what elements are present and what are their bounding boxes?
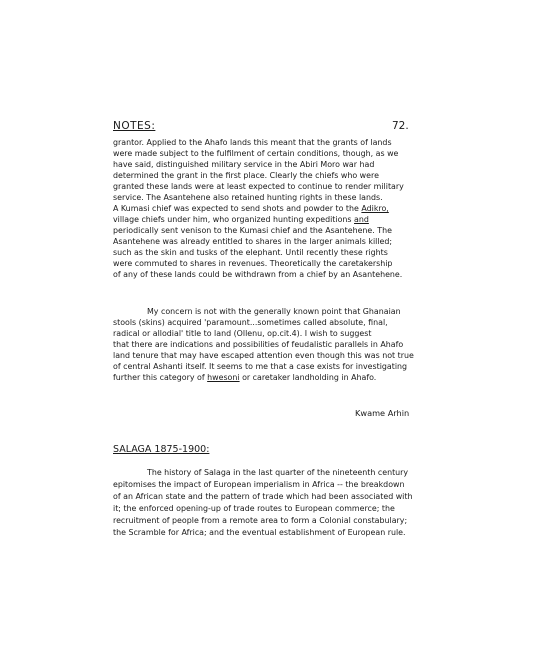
text-segment: village chiefs under him, who organized hunting expeditions [113, 215, 355, 224]
text-line: it; the enforced opening-up of trade routes to European commerce; the [113, 504, 395, 513]
text-line: of an African state and the pattern of trade which had been associated with [113, 492, 413, 501]
text-line: were commuted to shares in revenues. Theoretically the caretakership [113, 259, 393, 268]
text-line: My concern is not with the generally known point that Ghanaian [147, 307, 401, 316]
text-line: radical or allodial' title to land (Ollenu, op.cit.4). I wish to suggest [113, 329, 372, 338]
text-line: recruitment of people from a remote area to form a Colonial constabulary; [113, 516, 408, 525]
text-line: such as the skin and tusks of the elephant. Until recently these rights [113, 248, 388, 257]
text-line: of central Ashanti itself. It seems to me that a case exists for investigating [113, 362, 408, 371]
text-segment: or caretaker landholding in Ahafo. [239, 373, 377, 382]
text-line: have said, distinguished military service in the Abiri Moro war had [113, 160, 375, 169]
text-line: were made subject to the fulfilment of certain conditions, though, as we [113, 149, 399, 158]
text-line: epitomises the impact of European imperialism in Africa -- the breakdown [113, 480, 405, 489]
underlined-word-and: and [354, 215, 369, 224]
text-line: of any of these lands could be withdrawn from a chief by an Asantehene. [113, 270, 403, 279]
page-number: 72. [392, 120, 409, 132]
section-title: SALAGA 1875-1900: [113, 444, 210, 455]
text-line: land tenure that may have escaped attention even though this was not true [113, 351, 414, 360]
text-line: Asantehene was already entitled to shares in the larger animals killed; [113, 237, 393, 246]
text-line: grantor. Applied to the Ahafo lands this meant that the grants of lands [113, 138, 392, 147]
text-line [113, 203, 389, 214]
text-line: that there are indications and possibilities of feudalistic parallels in Ahafo [113, 340, 404, 349]
author-signature: Kwame Arhin [355, 408, 410, 418]
text-line: The history of Salaga in the last quarter of the nineteenth century [147, 468, 409, 477]
text-line: periodically sent venison to the Kumasi chief and the Asantehene. The [113, 226, 392, 235]
text-segment: further this category of [113, 373, 208, 382]
text-line [113, 214, 369, 225]
underlined-word-hwesoni: hwesoni [207, 373, 240, 382]
text-line: stools (skins) acquired 'paramount...sometimes called absolute, final, [113, 318, 388, 327]
text-line: service. The Asantehene also retained hunting rights in these lands. [113, 193, 383, 202]
text-segment: A Kumasi chief was expected to send shots and powder to the [113, 204, 362, 213]
notes-heading: NOTES: [113, 120, 156, 132]
underlined-word-adikro: Adikro, [361, 204, 389, 213]
text-line [113, 372, 376, 383]
text-line: determined the grant in the first place. Clearly the chiefs who were [113, 171, 379, 180]
text-line: the Scramble for Africa; and the eventual establishment of European rule. [113, 528, 406, 537]
text-line: granted these lands were at least expected to continue to render military [113, 182, 404, 191]
